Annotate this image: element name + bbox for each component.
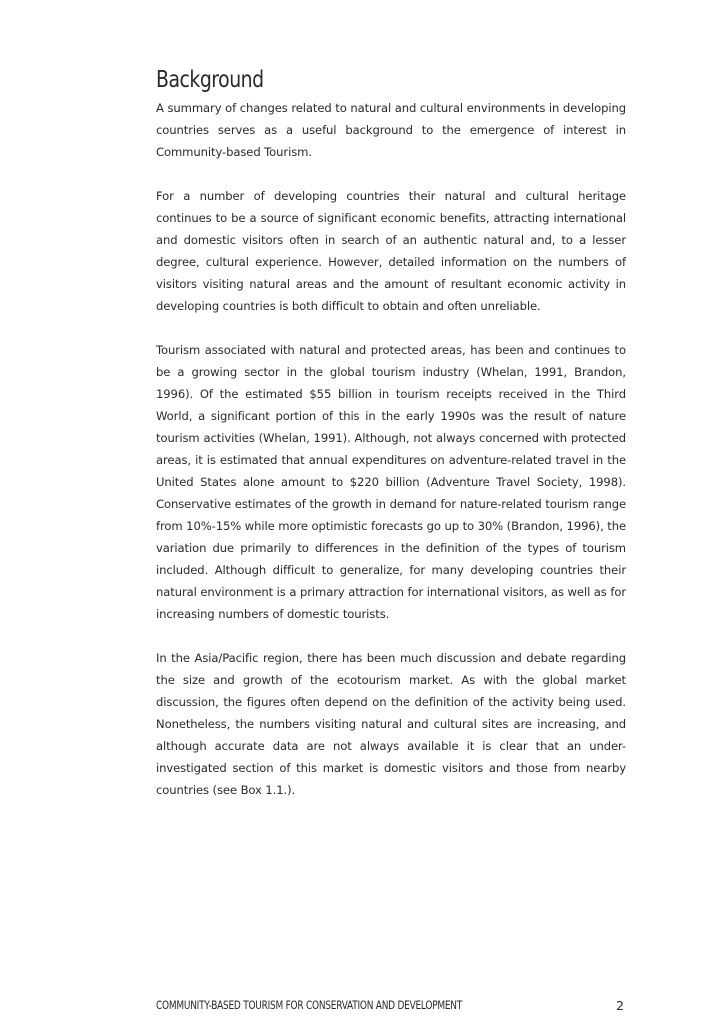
- paragraph-heritage: For a number of developing countries their natural and cultural heritage continues to be a source of significant economic benefits, attracting international and domestic visitors often in search of an authentic natural and, to a lesser degree, cultural experience. However, detailed information on the numbers of visitors visiting natural areas and the amount of resultant economic activity in developing countries is both difficult to obtain and often unreliable.: [156, 189, 626, 313]
- paragraph-intro: A summary of changes related to natural and cultural environments in developing countries serves as a useful background to the emergence of interest in Community-based Tourism.: [156, 101, 626, 159]
- footer-title: COMMUNITY-BASED TOURISM FOR CONSERVATION AND DEVELOPMENT: [156, 998, 463, 1012]
- section-heading: Background: [156, 67, 264, 93]
- page-number: 2: [616, 998, 624, 1013]
- paragraph-asia-pacific: In the Asia/Pacific region, there has been much discussion and debate regarding the size and growth of the ecotourism market. As with the global market discussion, the figures often depend on the definition of the activity being used. Nonetheless, the numbers visiting natural and cultural sites are increasing, and although accurate data are not always available it is clear that an under-investigated section of this market is domestic visitors and those from nearby countries (see Box 1.1.).: [156, 651, 626, 797]
- paragraph-tourism-growth: Tourism associated with natural and protected areas, has been and continues to be a growing sector in the global tourism industry (Whelan, 1991, Brandon, 1996). Of the estimated $55 billion in tourism receipts received in the Third World, a significant portion of this in the early 1990s was the result of nature tourism activities (Whelan, 1991). Although, not always concerned with protected areas, it is estimated that annual expenditures on adventure-related travel in the United States alone amount to $220 billion (Adventure Travel Society, 1998). Conservative estimates of the growth in demand for nature-related tourism range from 10%-15% while more optimistic forecasts go up to 30% (Brandon, 1996), the variation due primarily to differences in the definition of the types of tourism included. Although difficult to generalize, for many developing countries their natural environment is a primary attraction for international visitors, as well as for increasing numbers of domestic tourists.: [156, 343, 626, 621]
- body-text: [156, 97, 626, 823]
